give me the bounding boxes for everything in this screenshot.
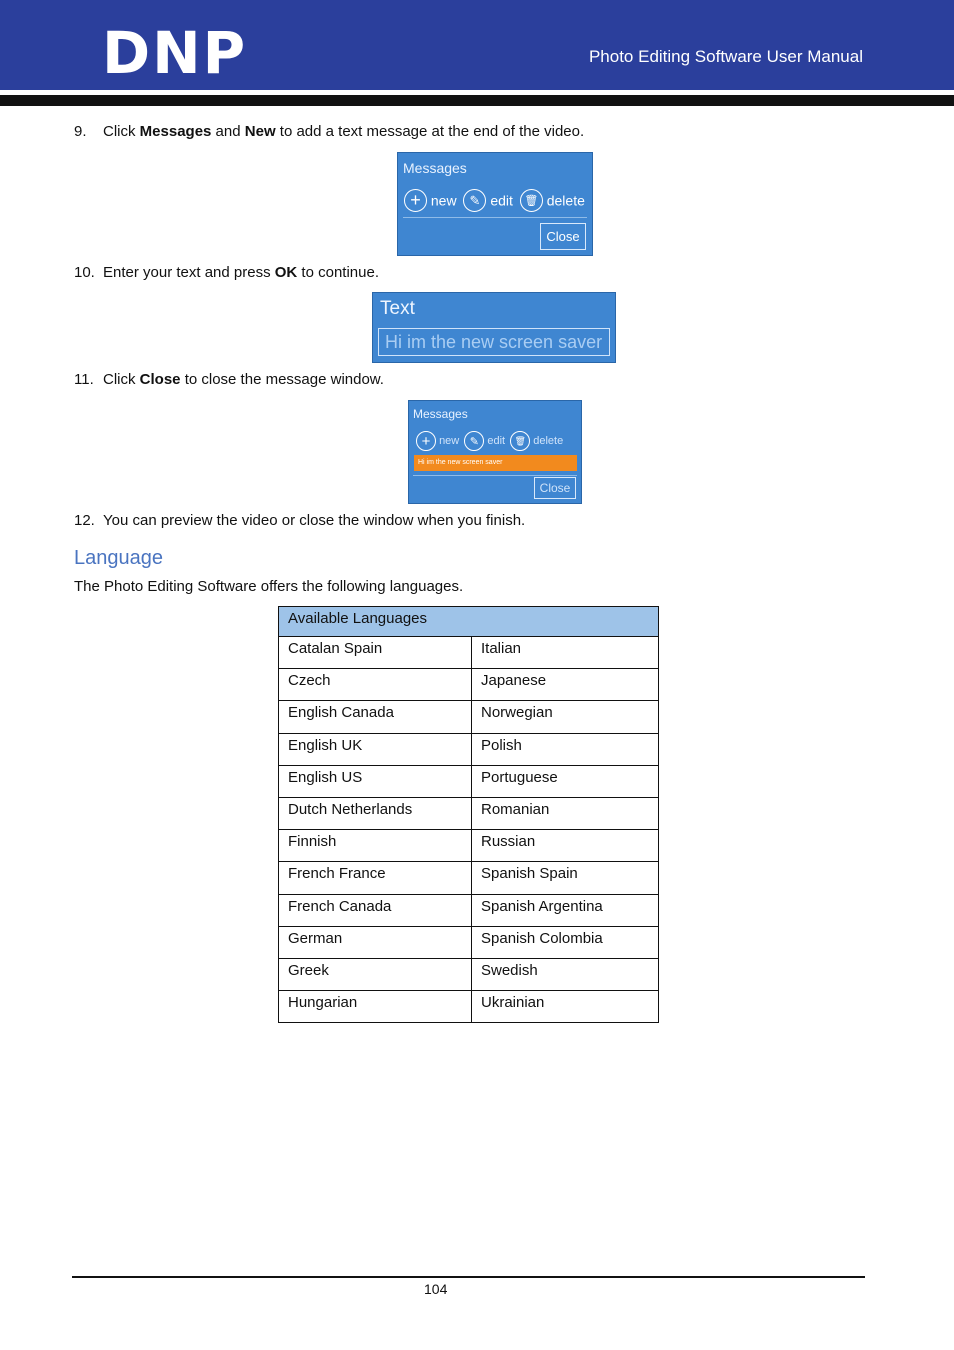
table-row [279,958,659,990]
step-11 [74,371,384,389]
page-header [0,0,954,90]
table-cell: Greek [279,958,472,990]
step-12 [74,512,525,530]
table-cell: French Canada [279,894,472,926]
close-button-image: Close [534,477,576,499]
dialog-action-bar [416,431,563,451]
table-row [279,797,659,829]
table-cell: Ukrainian [472,991,659,1023]
table-cell: Czech [279,669,472,701]
trash-circle-icon: 🗑 [520,189,543,212]
edit-action-label: edit [490,192,513,209]
table-row [279,830,659,862]
table-cell: French France [279,862,472,894]
step-bold: New [244,123,276,140]
table-cell: English UK [279,733,472,765]
step-text: You can preview the video or close the window when you finish. [103,512,526,529]
new-action-label: new [439,435,460,447]
manual-title: Photo Editing Software User Manual [588,47,863,66]
pencil-circle-icon: ✎ [464,431,484,451]
delete-action-label: delete [533,435,564,447]
step-number: 11. [74,371,94,388]
pencil-circle-icon: ✎ [463,189,486,212]
text-dialog-screenshot [372,292,616,363]
table-cell: Norwegian [472,701,659,733]
step-10 [74,264,379,282]
step-bold: OK [274,264,298,281]
table-cell: Japanese [472,669,659,701]
table-cell: Romanian [472,797,659,829]
table-cell: Spanish Colombia [472,926,659,958]
table-row [279,669,659,701]
footer-divider [72,1276,865,1278]
step-text: Click [103,371,140,388]
dialog-action-bar [404,189,585,212]
table-cell: Spanish Argentina [472,894,659,926]
table-cell: Hungarian [279,991,472,1023]
dialog-title: Messages [413,407,468,421]
close-button-image: Close [540,223,586,250]
dialog-title: Messages [403,160,467,176]
table-cell: Spanish Spain [472,862,659,894]
step-text: to close the message window. [180,371,384,388]
table-row [279,862,659,894]
step-text: to add a text message at the end of the video. [275,123,585,140]
dialog-divider [413,475,577,476]
new-action-label: new [430,192,457,209]
step-number: 9. [74,123,87,140]
table-cell: Swedish [472,958,659,990]
step-bold: Messages [139,123,212,140]
header-divider-thin [0,90,954,92]
section-heading-language: Language [74,547,163,569]
table-cell: Polish [472,733,659,765]
page-number: 104 [424,1281,448,1297]
table-cell: Russian [472,830,659,862]
table-row [279,733,659,765]
table-row [279,637,659,669]
messages-dialog-screenshot [397,152,593,256]
languages-table [278,606,659,1023]
language-intro: The Photo Editing Software offers the following languages. [74,578,464,595]
plus-circle-icon: + [404,189,427,212]
step-text: to continue. [297,264,379,281]
step-bold: Close [139,371,181,388]
table-cell: German [279,926,472,958]
table-row [279,991,659,1023]
table-row [279,926,659,958]
table-row [279,894,659,926]
edit-action-label: edit [487,435,506,447]
table-header: Available Languages [279,607,659,637]
table-cell: Dutch Netherlands [279,797,472,829]
header-divider-thick [0,95,954,106]
table-cell: Italian [472,637,659,669]
languages-table-body [279,637,659,1023]
selected-message-item: Hi im the new screen saver [414,455,577,471]
step-text: and [211,123,245,140]
messages-dialog-with-item-screenshot [408,400,582,504]
dialog-divider [403,217,587,218]
trash-circle-icon: 🗑 [510,431,530,451]
dnp-logo: DNP [102,19,248,87]
table-cell: Finnish [279,830,472,862]
delete-action-label: delete [546,192,585,209]
step-number: 10. [74,264,95,281]
step-9 [74,123,584,141]
step-text: Enter your text and press [103,264,275,281]
text-input-image: Hi im the new screen saver [378,328,610,356]
plus-circle-icon: + [416,431,436,451]
step-text: Click [103,123,140,140]
table-row [279,701,659,733]
table-cell: English Canada [279,701,472,733]
table-cell: English US [279,765,472,797]
table-cell: Portuguese [472,765,659,797]
step-number: 12. [74,512,95,529]
table-row [279,765,659,797]
table-cell: Catalan Spain [279,637,472,669]
text-dialog-title: Text [380,298,415,319]
